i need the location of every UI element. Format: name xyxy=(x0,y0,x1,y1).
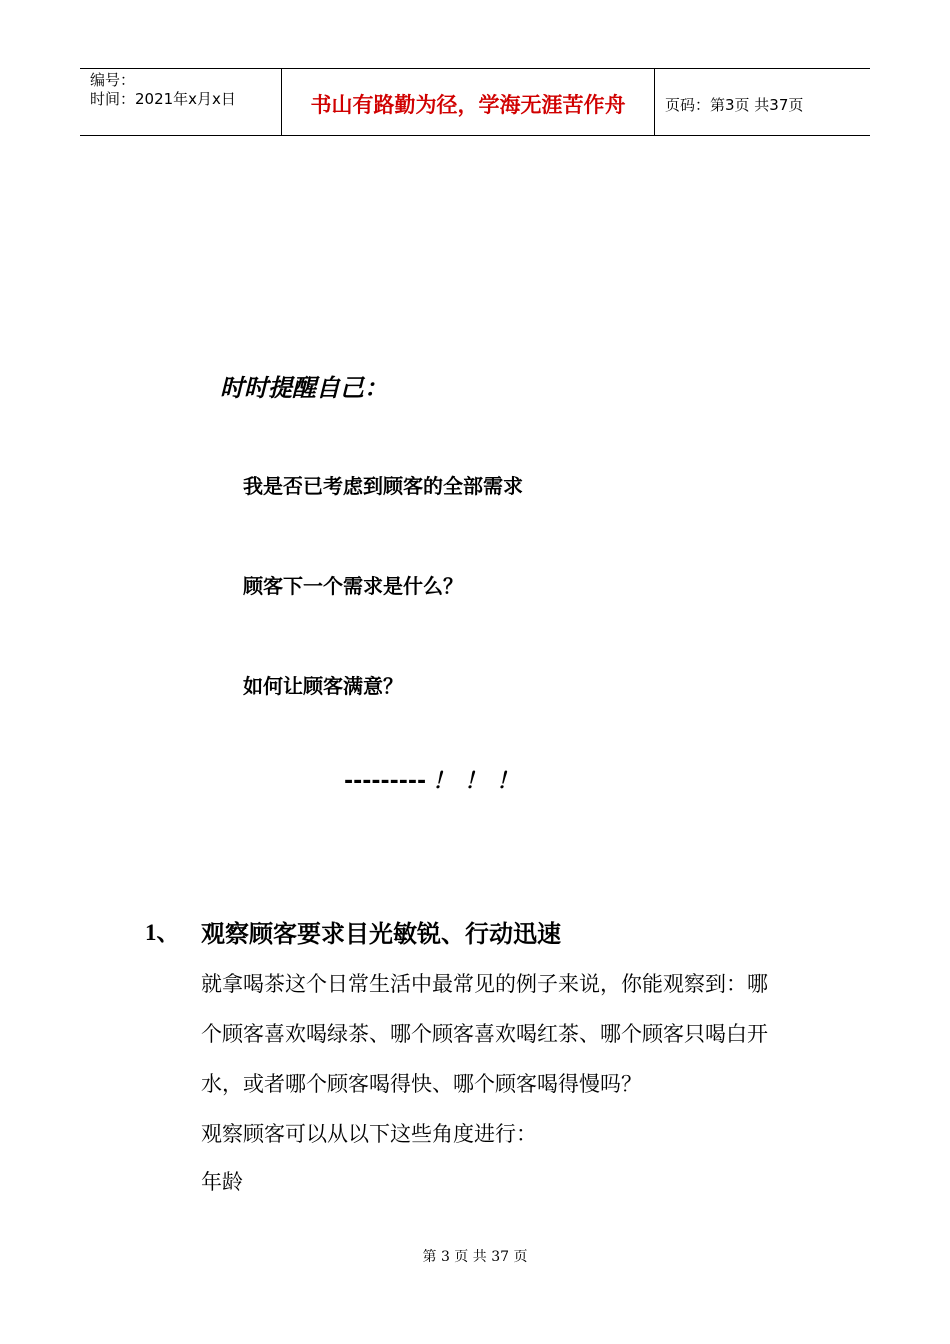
section-title: 观察顾客要求目光敏锐、行动迅速 xyxy=(201,920,561,948)
paragraph-line-3: 水，或者哪个顾客喝得快、哪个顾客喝得慢吗？ xyxy=(201,1072,642,1096)
header-page-cell xyxy=(655,69,870,135)
reminder-line-3: 如何让顾客满意？ xyxy=(243,674,403,698)
page-info: 页码：第3页 共37页 xyxy=(665,95,804,114)
motto-text: 书山有路勤为径，学海无涯苦作舟 xyxy=(310,93,626,117)
section-number: 1、 xyxy=(145,920,180,945)
reminder-line-2: 顾客下一个需求是什么？ xyxy=(243,574,463,598)
item-age: 年龄 xyxy=(201,1170,243,1194)
reminder-heading: 时时提醒自己： xyxy=(220,374,388,402)
emphasis-dashes xyxy=(344,764,528,795)
header-meta-cell xyxy=(80,69,282,135)
angles-intro: 观察顾客可以从以下这些角度进行： xyxy=(201,1122,537,1146)
time-label: 时间：2021年x月x日 xyxy=(90,90,236,108)
page-footer: 第 3 页 共 37 页 xyxy=(422,1249,528,1265)
paragraph-line-1: 就拿喝茶这个日常生活中最常见的例子来说，你能观察到：哪 xyxy=(201,972,768,996)
reminder-line-1: 我是否已考虑到顾客的全部需求 xyxy=(243,474,523,498)
exclamation-marks: ！！！ xyxy=(432,769,529,794)
dash-line: --------- xyxy=(344,769,427,794)
header-motto-cell xyxy=(282,69,655,135)
paragraph-line-2: 个顾客喜欢喝绿茶、哪个顾客喜欢喝红茶、哪个顾客只喝白开 xyxy=(201,1022,768,1046)
number-label: 编号： xyxy=(90,71,136,89)
page-header xyxy=(80,68,870,136)
